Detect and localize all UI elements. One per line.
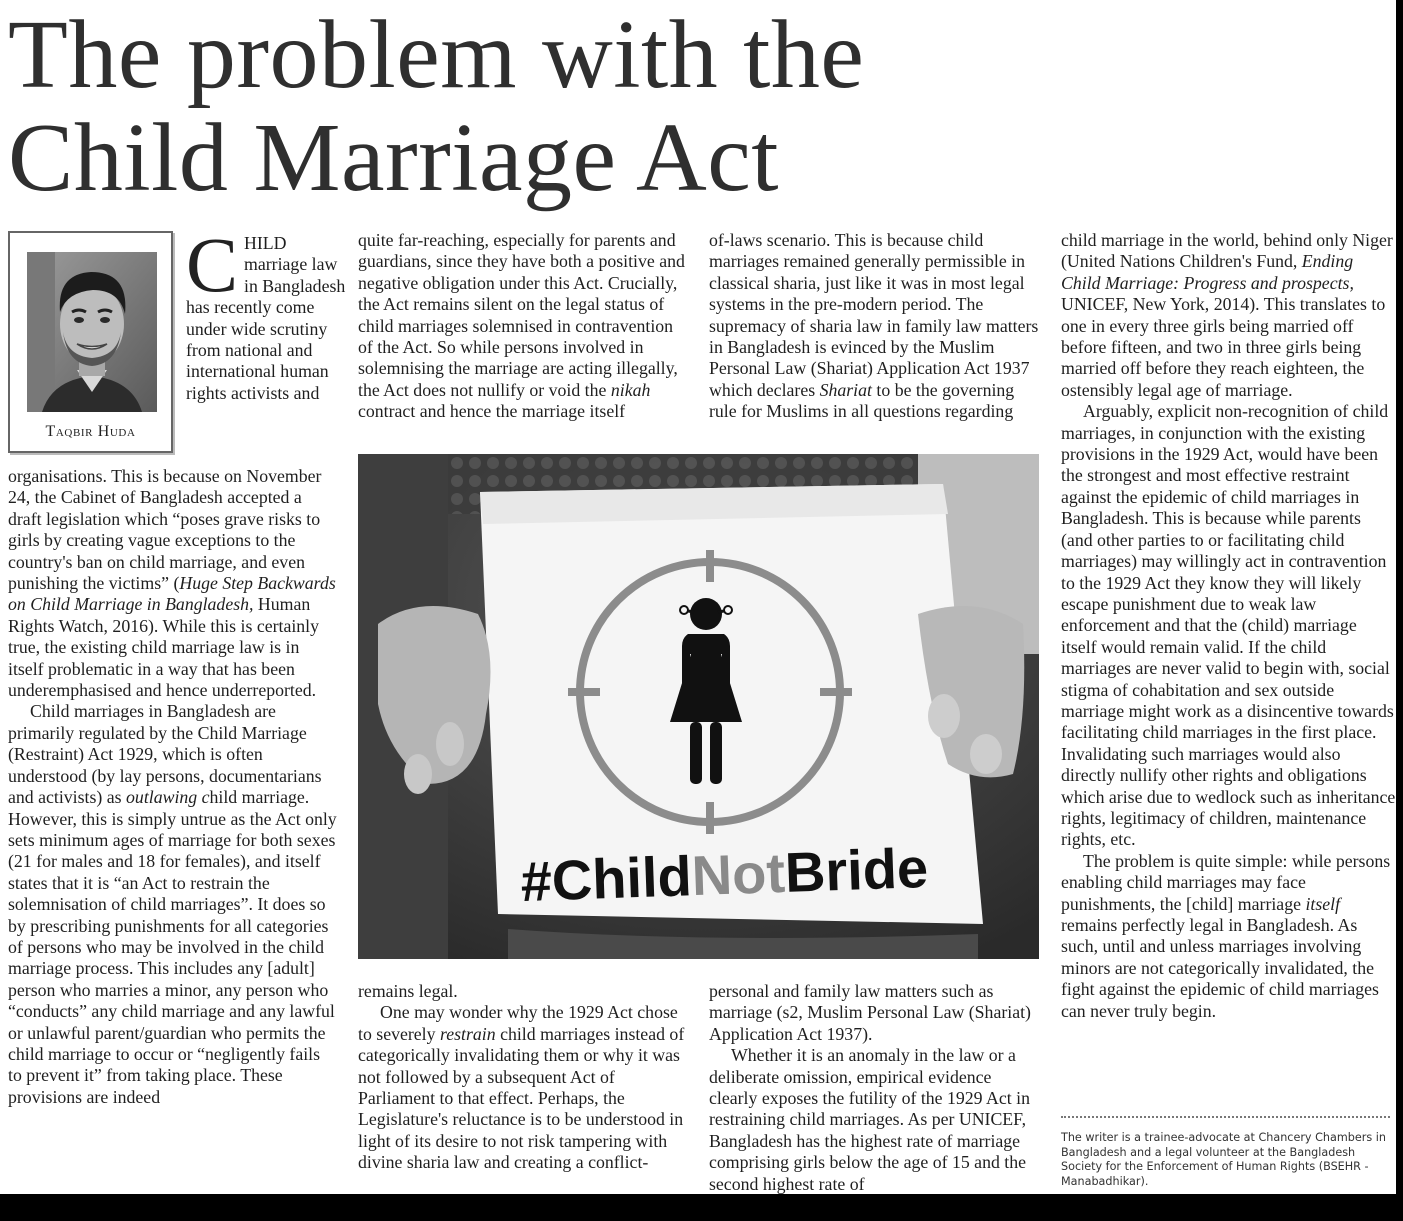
column-4-paragraph-2: Arguably, explicit non-recognition of child marriages, in conjunction with the existing provisions in the 1929 Act, would have been the strongest and most effective restraint against the epidemic of child marriages in Bangladesh. This is because while parents (and other parties to or facilitating child marriages) may willingly act in contravention to the 1929 Act they know they will likely escape punishment due to weak law enforcement and that the (child) marriage itself would remain valid. If the child marriages are never valid to begin with, social stigma of cohabitation and sex outside marriage might work as a disincentive towards facilitating child marriages in the first place. Invalidating such marriages would also directly nullify other rights and obligations which arise due to wedlock such as inheritance rights, legitimacy of children, maintenance rights, etc. [1061, 401, 1396, 850]
column-3-bottom [709, 981, 1044, 1194]
column-3-bottom-paragraph-2: Whether it is an anomaly in the law or a deliberate omission, empirical evidence clearly exposes the futility of the 1929 Act in restraining child marriages. As per UNICEF, Bangladesh has the highest rate of marriage comprising girls below the age of 15 and the second highest rate of [709, 1045, 1030, 1194]
headline-line-2: Child Marriage Act [8, 104, 780, 212]
text-run: child marriages instead of categorically invalidating them or why it was not followed by a subsequent Act of Parliament to that effect. Perhaps, the Legislature's reluctance is to be understood in light of its desire to not risk tampering with divine sharia law and creating a conflict- [358, 1023, 685, 1173]
lead-paragraph [186, 221, 346, 404]
text-run: UNICEF, New York, 2014). This translates to one in every three girls being married off before fifteen, and two in three girls being married off before they reach eighteen, the ostensibly legal age of marriage. [1061, 294, 1386, 400]
column-3-top-paragraph [709, 230, 1044, 423]
emphasis: Shariat [819, 379, 872, 400]
column-2-bottom [358, 981, 689, 1174]
author-photo-box [8, 231, 173, 453]
column-1 [8, 466, 338, 1108]
lead-text: HILD marriage law in Bangladesh has recently come under wide scrutiny from national and international human rights activists and [186, 233, 346, 403]
dotted-divider [1061, 1116, 1390, 1118]
headline [8, 1, 865, 212]
text-run: quite far-reaching, especially for parents and guardians, since they have both a positive and negative obligation under this Act. Crucially, the Act remains silent on the legal status of child marriages solemnised in contravention of the Act. So while persons involved in solemnising the marriage are acting illegally, the Act does not nullify or void the [358, 230, 685, 400]
column-3-bottom-paragraph-1: personal and family law matters such as marriage (s2, Muslim Personal Law (Shariat) Application Act 1937). [709, 981, 1031, 1044]
text-run: organisations. This is because on November 24, the Cabinet of Bangladesh accepted a draft legislation which “poses grave risks to girls by creating vague exceptions to the country's ban on child marriage, and even punishing the victims” ( [8, 466, 322, 594]
column-3-top [709, 230, 1044, 423]
headline-line-1: The problem with the [8, 1, 865, 109]
citation-title: Huge Step Backwards on Child Marriage in Bangladesh, [8, 573, 336, 615]
author-portrait [27, 252, 157, 412]
text-run: contract and hence the marriage itself [358, 401, 626, 422]
column-2-bottom-paragraph-1: remains legal. [358, 981, 458, 1001]
emphasis: itself [1305, 893, 1341, 914]
column-2-bottom-paragraph-2 [358, 1002, 689, 1173]
text-run: One may wonder why the 1929 Act chose to severely [358, 1002, 678, 1044]
hashtag-text: #ChildNotBride [519, 835, 930, 914]
column-2-top [358, 230, 689, 423]
column-4-paragraph-3 [1061, 851, 1396, 1022]
citation-title: Ending Child Marriage: Progress and prospects, [1061, 251, 1354, 293]
drop-cap: C [186, 221, 239, 308]
text-run: hild marriage. However, this is simply untrue as the Act only sets minimum ages of marriage for both sexes (21 for males and 18 for females), and itself states that it is “an Act to restrain the solemnisation of child marriages”. It does so by prescribing punishments for all categories of persons who may be involved in the child marriage process. This includes any [adult] person who marries a minor, any person who “conducts” any child marriage and any lawful or unlawful parent/guardian who permits the child marriage to occur or “negligently fails to prevent it” from taking place. These provisions are indeed [8, 787, 337, 1107]
text-run: Human Rights Watch, 2016). While this is certainly true, the existing child marriage law is in itself problematic in a way that has been underemphasised and hence underreported. [8, 594, 320, 701]
text-run: remains perfectly legal in Bangladesh. As such, until and unless marriages involving minors are not categorically invalidated, the fight against the epidemic of child marriages can never truly begin. [1061, 915, 1379, 1021]
text-run: The problem is quite simple: while persons enabling child marriages may face punishments, the [child] marriage [1061, 850, 1391, 914]
column-1-paragraph-2 [8, 701, 338, 1108]
text-run: child marriage in the world, behind only Niger (United Nations Children's Fund, [1061, 230, 1393, 272]
emphasis: restrain [439, 1023, 496, 1044]
column-4-paragraph-1 [1061, 230, 1396, 401]
text-run: Child marriages in Bangladesh are primarily regulated by the Child Marriage (Restraint) Act 1929, which is often understood (by lay persons, documentarians and activists) as [8, 701, 322, 808]
emphasis: outlawing c [126, 787, 210, 808]
text-run: to be the governing rule for Muslims in all questions regarding [709, 379, 1015, 422]
column-2-top-paragraph [358, 230, 689, 423]
column-4 [1061, 230, 1396, 1022]
childnotbride-photo [358, 454, 1039, 959]
emphasis: nikah [610, 379, 651, 400]
author-byline: Taqbir Huda [45, 423, 136, 440]
column-1-paragraph-1 [8, 466, 338, 701]
author-footnote: The writer is a trainee-advocate at Chancery Chambers in Bangladesh and a legal volunteer at the Bangladesh Society for the Enforcement of Human Rights (BSEHR - Manabadhikar). [1061, 1131, 1386, 1188]
text-run: of-laws scenario. This is because child marriages remained generally permissible in classical sharia, just like it was in most legal systems in the pre-modern period. The supremacy of sharia law in family law matters in Bangladesh is evinced by the Muslim Personal Law (Shariat) Application Act 1937 which declares [709, 230, 1039, 400]
